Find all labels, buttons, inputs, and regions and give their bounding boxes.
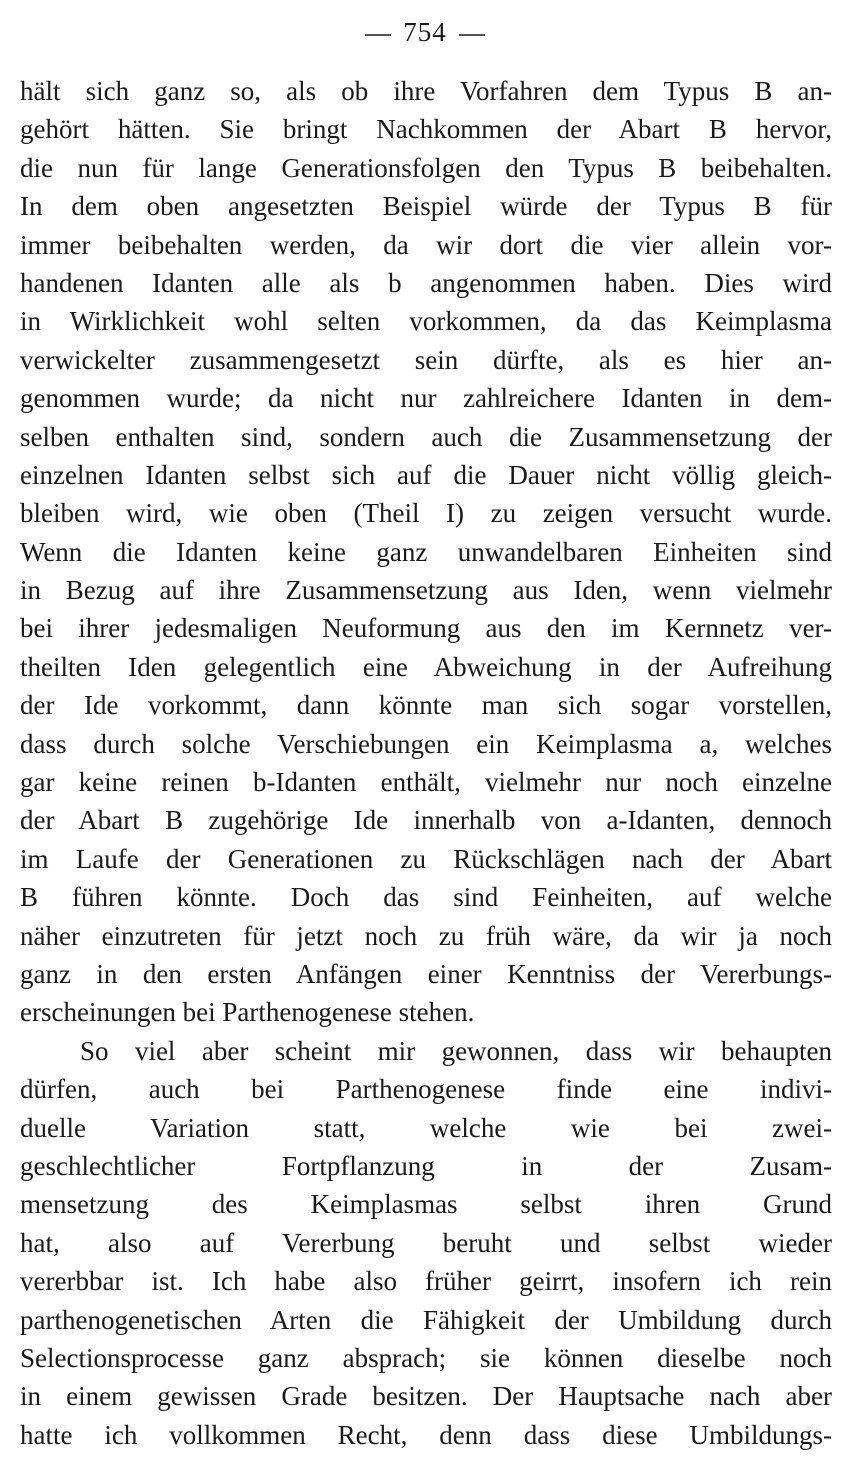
text-line: parthenogenetischen Arten die Fähigkeit der Umbildung durch (20, 1304, 832, 1335)
text-line: der Abart B zugehörige Ide innerhalb von a-Idanten, dennoch (20, 805, 832, 836)
text-line: in Bezug auf ihre Zusammensetzung aus Iden, wenn vielmehr (20, 575, 832, 606)
text-line: handenen Idanten alle als b angenommen haben. Dies wird (20, 267, 832, 298)
text-line: einzelnen Idanten selbst sich auf die Dauer nicht völlig gleich- (20, 459, 832, 490)
text-line: der Ide vorkommt, dann könnte man sich sogar vorstellen, (20, 690, 832, 721)
page-number: 754 (403, 17, 447, 47)
header-dash-left (365, 34, 391, 36)
text-line: ganz in den ersten Anfängen einer Kenntniss der Vererbungs- (20, 958, 832, 989)
page-header (0, 14, 850, 50)
text-line: bei ihrer jedesmaligen Neuformung aus den im Kernnetz ver- (20, 613, 832, 644)
text-line: näher einzutreten für jetzt noch zu früh wäre, da wir ja noch (20, 920, 832, 951)
paragraph-1 (20, 72, 832, 1032)
text-line: dürfen, auch bei Parthenogenese finde eine indivi- (20, 1074, 832, 1105)
text-line: In dem oben angesetzten Beispiel würde der Typus B für (20, 191, 832, 222)
text-line: genommen wurde; da nicht nur zahlreichere Idanten in dem- (20, 383, 832, 414)
text-line: So viel aber scheint mir gewonnen, dass wir behaupten (80, 1035, 832, 1066)
text-line: im Laufe der Generationen zu Rückschlägen nach der Abart (20, 843, 832, 874)
text-line: hält sich ganz so, als ob ihre Vorfahren dem Typus B an- (20, 76, 832, 106)
text-line: vererbbar ist. Ich habe also früher geirrt, insofern ich rein (20, 1266, 832, 1297)
text-line: Wenn die Idanten keine ganz unwandelbaren Einheiten sind (20, 536, 832, 567)
paragraph-2 (20, 1032, 832, 1454)
text-line: hatte ich vollkommen Recht, denn dass diese Umbildungs- (20, 1419, 832, 1450)
header-dash-right (459, 34, 485, 36)
text-line: Selectionsprocesse ganz absprach; sie können dieselbe noch (20, 1342, 832, 1373)
text-line: dass durch solche Verschiebungen ein Keimplasma a, welches (20, 728, 832, 759)
text-line: in einem gewissen Grade besitzen. Der Hauptsache nach aber (20, 1381, 832, 1412)
text-line: erscheinungen bei Parthenogenese stehen. (20, 997, 475, 1028)
text-line: theilten Iden gelegentlich eine Abweichung in der Aufreihung (20, 651, 832, 682)
text-line: duelle Variation statt, welche wie bei zwei- (20, 1112, 832, 1143)
text-line: gehört hätten. Sie bringt Nachkommen der Abart B hervor, (20, 114, 832, 145)
text-line: gar keine reinen b-Idanten enthält, vielmehr nur noch einzelne (20, 767, 832, 798)
text-line: immer beibehalten werden, da wir dort die vier allein vor- (20, 229, 832, 260)
body-text (20, 72, 832, 1454)
text-line: in Wirklichkeit wohl selten vorkommen, da das Keimplasma (20, 306, 832, 337)
text-line: mensetzung des Keimplasmas selbst ihren Grund (20, 1189, 832, 1220)
text-line: verwickelter zusammengesetzt sein dürfte, als es hier an- (20, 344, 832, 375)
text-line: geschlechtlicher Fortpflanzung in der Zusam- (20, 1150, 832, 1181)
text-line: bleiben wird, wie oben (Theil I) zu zeigen versucht wurde. (20, 498, 832, 529)
text-line: die nun für lange Generationsfolgen den Typus B beibehalten. (20, 152, 832, 183)
text-line: B führen könnte. Doch das sind Feinheiten, auf welche (20, 882, 832, 913)
text-line: hat, also auf Vererbung beruht und selbst wieder (20, 1227, 832, 1258)
text-line: selben enthalten sind, sondern auch die Zusammensetzung der (20, 421, 832, 452)
